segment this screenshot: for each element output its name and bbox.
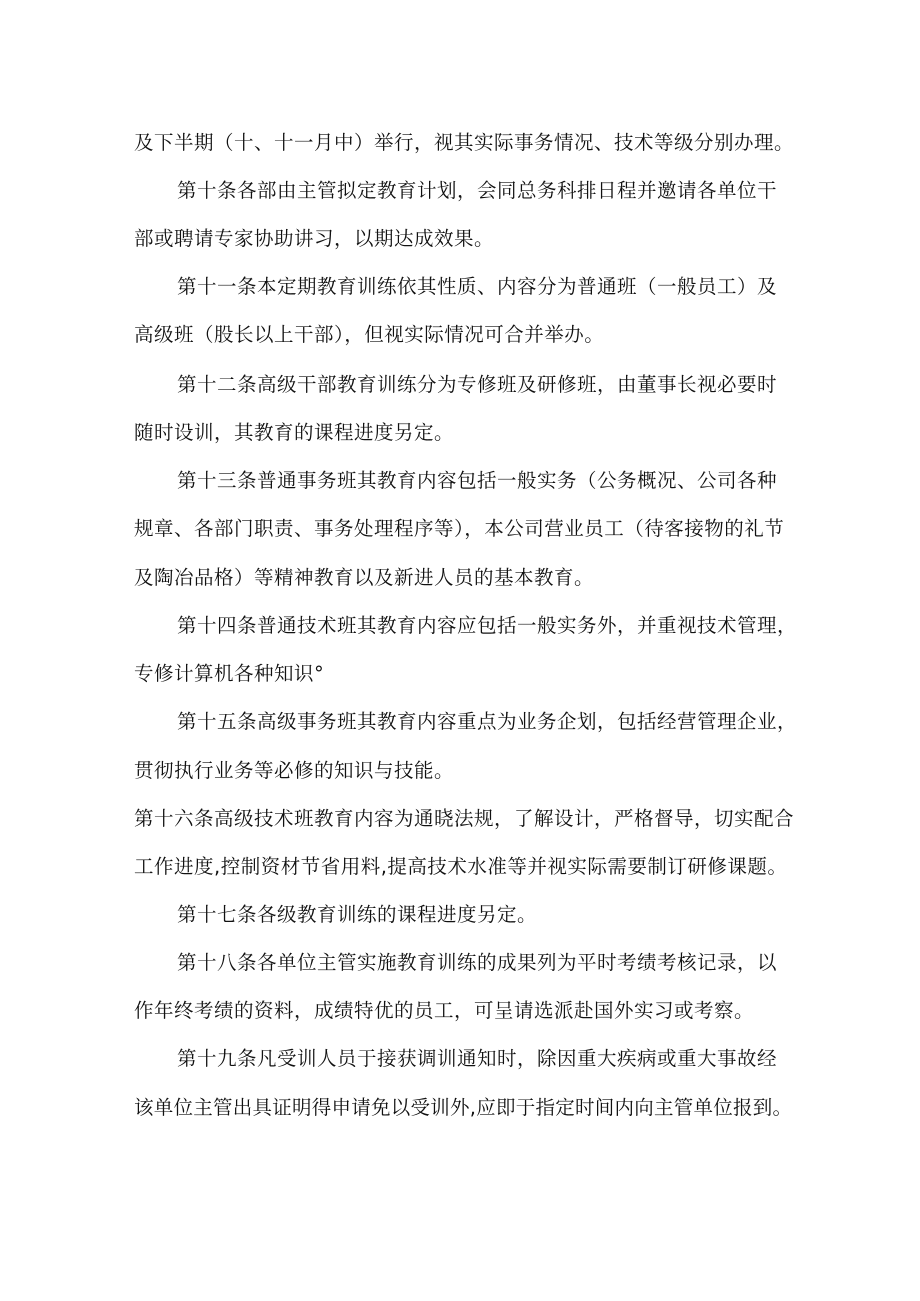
paragraph-line: 该单位主管出具证明得申请免以受训外,应即于指定时间内向主管单位报到。 — [134, 1096, 793, 1119]
paragraph-line: 第十三条普通事务班其教育内容包括一般实务（公务概况、公司各种 — [177, 469, 778, 492]
paragraph-line: 及陶冶品格）等精神教育以及新进人员的基本教育。 — [134, 566, 595, 589]
paragraph-line: 专修计算机各种知识° — [134, 662, 325, 685]
paragraph-line: 第十四条普通技术班其教育内容应包括一般实务外，并重视技术管理， — [177, 614, 798, 637]
paragraph-line: 部或聘请专家协助讲习，以期达成效果。 — [134, 227, 495, 250]
paragraph-line: 第十八条各单位主管实施教育训练的成果列为平时考绩考核记录，以 — [177, 951, 778, 974]
paragraph-line: 第十五条高级事务班其教育内容重点为业务企划，包括经营管理企业， — [177, 710, 798, 733]
paragraph-line: 随时设训，其教育的课程进度另定。 — [134, 421, 455, 444]
paragraph-line: 作年终考绩的资料，成绩特优的员工，可呈请选派赴国外实习或考察。 — [134, 999, 755, 1022]
paragraph-line: 及下半期（十、十一月中）举行，视其实际事务情况、技术等级分别办理。 — [134, 131, 795, 154]
paragraph-line: 第十七条各级教育训练的课程进度另定。 — [177, 903, 538, 926]
paragraph-line: 第十一条本定期教育训练依其性质、内容分为普通班（一般员工）及 — [177, 275, 778, 298]
paragraph-line: 规章、各部门职责、事务处理程序等），本公司营业员工（待客接物的礼节 — [134, 517, 785, 540]
paragraph-line: 贯彻执行业务等必修的知识与技能。 — [134, 759, 455, 782]
paragraph-line: 第十六条高级技术班教育内容为通晓法规，了解设计，严格督导，切实配合 — [134, 807, 795, 830]
paragraph-line: 高级班（股长以上干部），但视实际情况可合并举办。 — [134, 323, 605, 346]
paragraph-line: 第十九条凡受训人员于接获调训通知时，除因重大疾病或重大事故经 — [177, 1047, 778, 1070]
paragraph-line: 工作进度,控制资材节省用料,提高技术水准等并视实际需要制订研修课题。 — [134, 855, 788, 878]
paragraph-line: 第十条各部由主管拟定教育计划，会同总务科排日程并邀请各单位干 — [177, 179, 778, 202]
paragraph-line: 第十二条高级干部教育训练分为专修班及研修班，由董事长视必要时 — [177, 373, 778, 396]
